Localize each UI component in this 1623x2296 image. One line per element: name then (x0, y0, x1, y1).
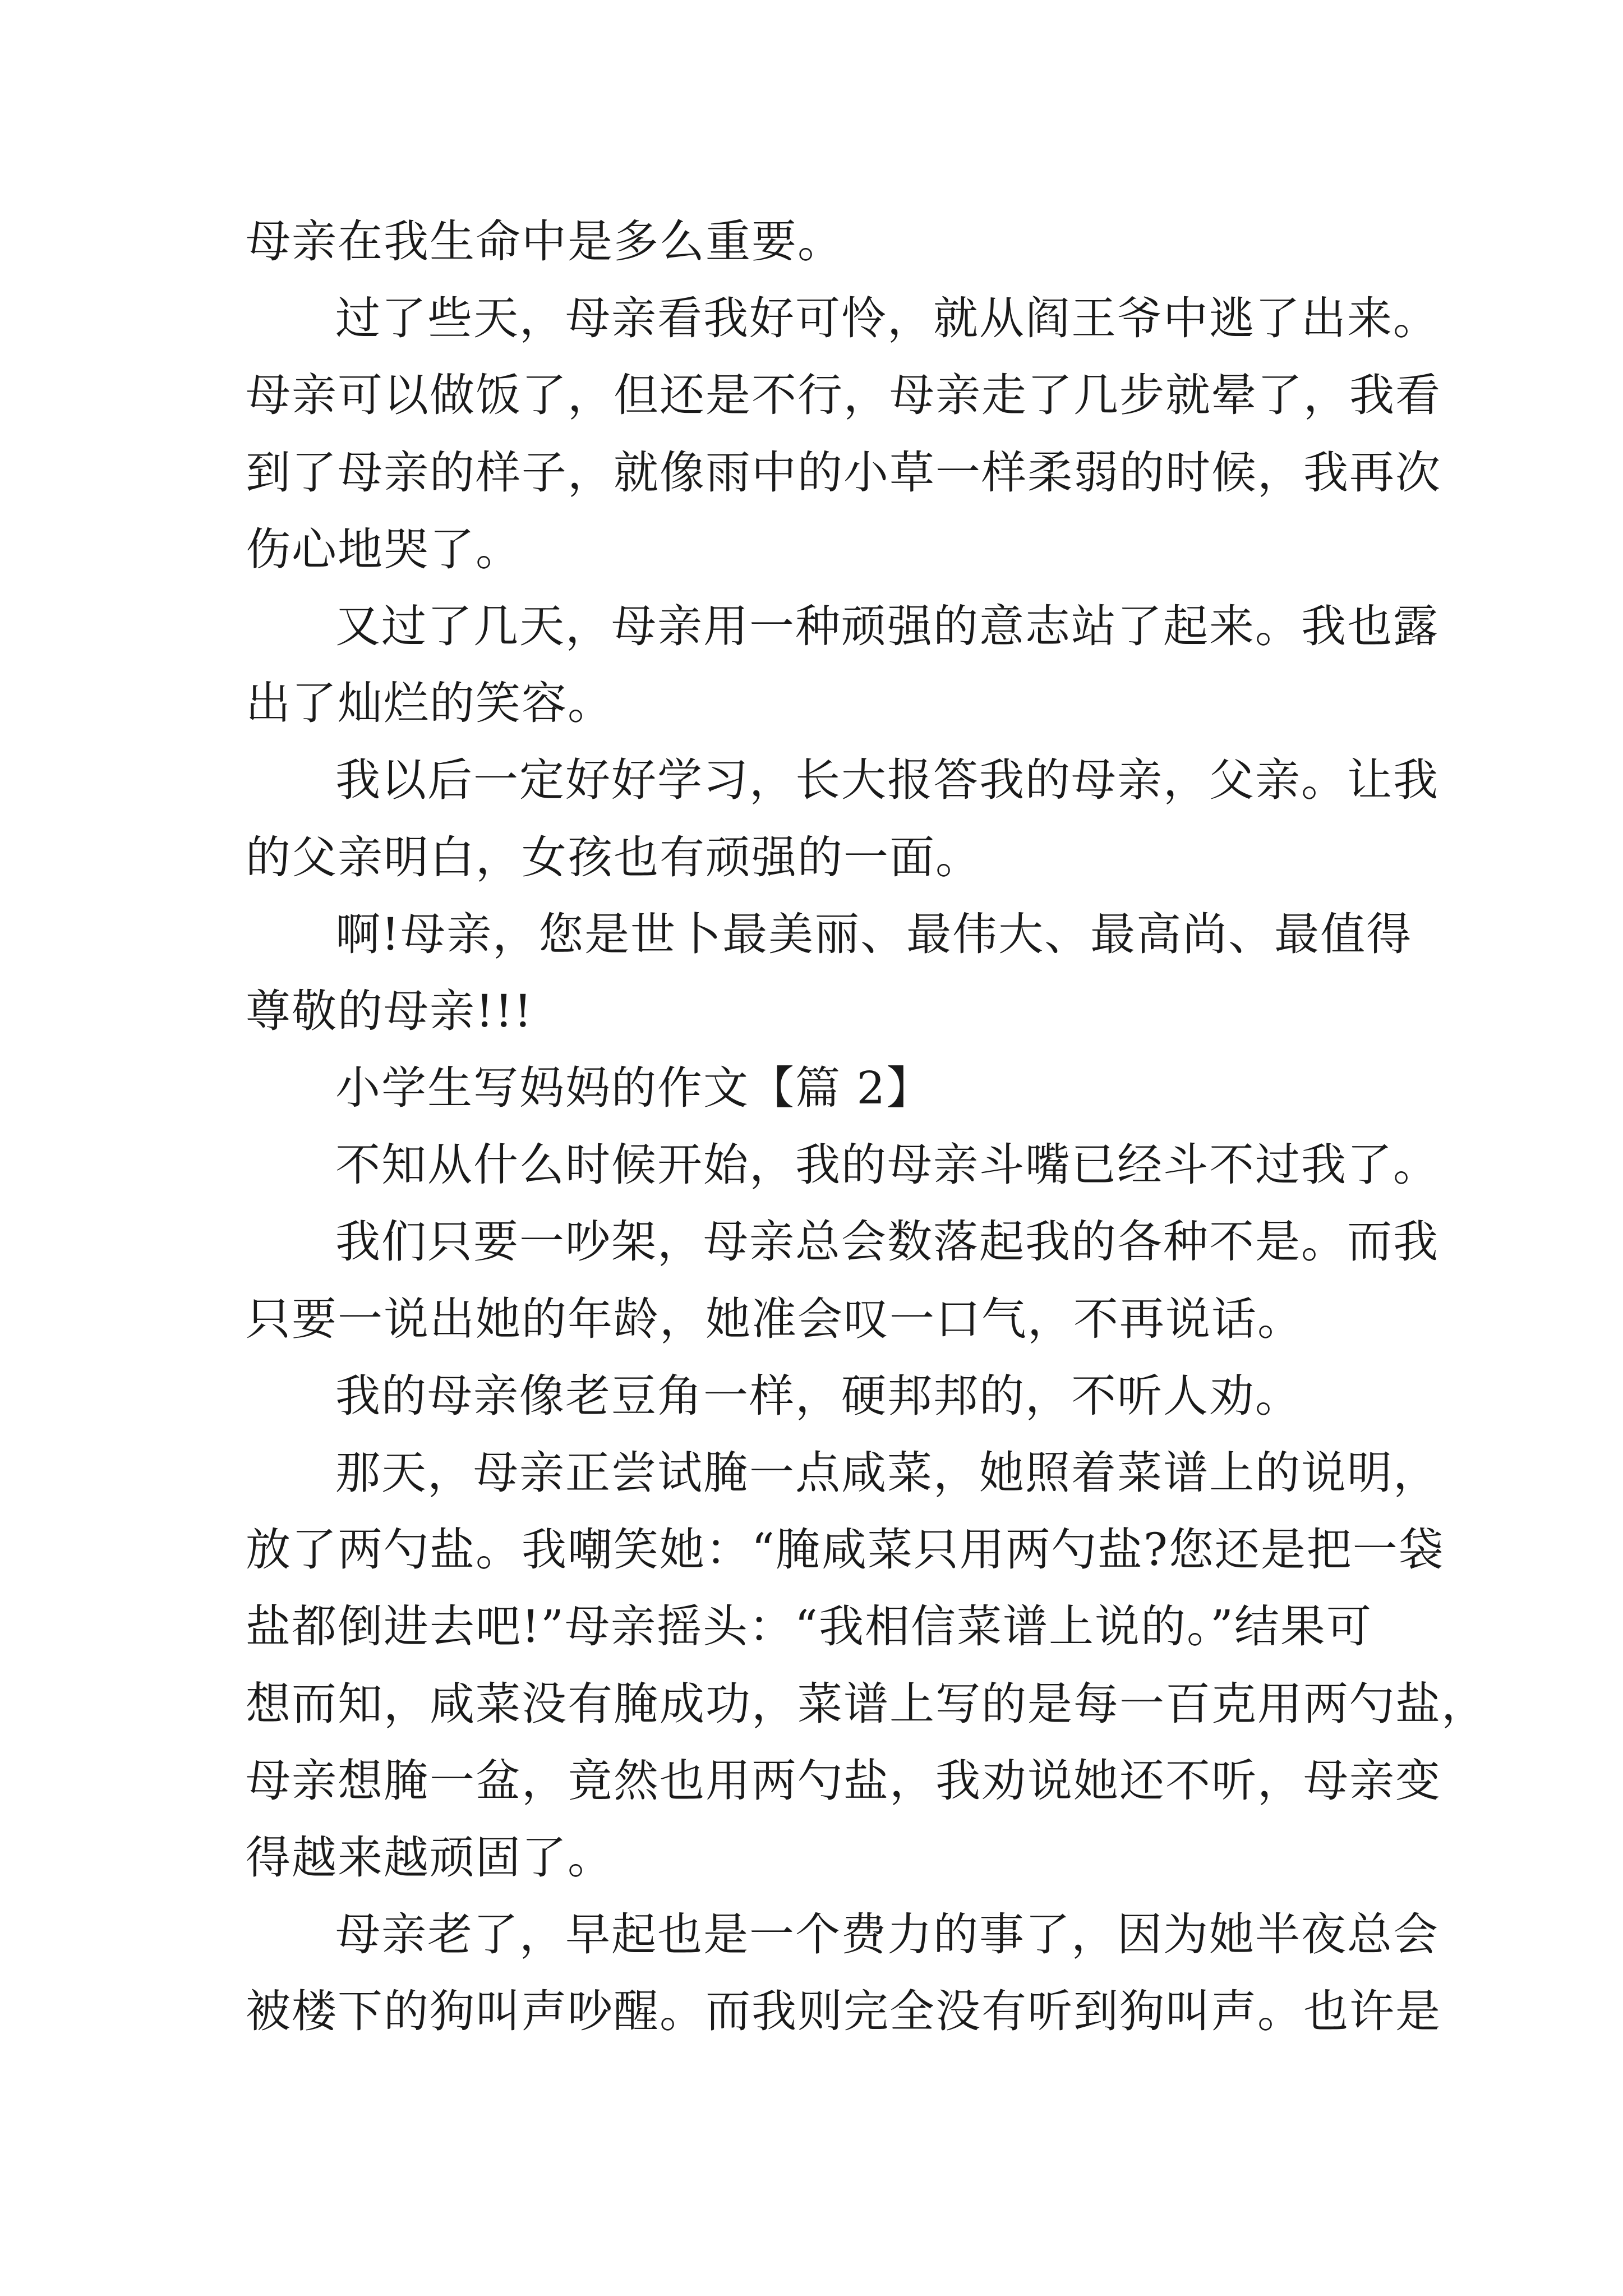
text-line: 放了两勺盐。我嘲笑她：“腌咸菜只用两勺盐?您还是把一袋 (246, 1524, 1445, 1576)
text-line: 想而知，咸菜没有腌成功，菜谱上写的是每一百克用两勺盐， (246, 1677, 1487, 1730)
text-line: 尊敬的母亲!!! (246, 984, 533, 1037)
text-line: 不知从什么时候开始，我的母亲斗嘴已经斗不过我了。 (335, 1139, 1439, 1191)
text-line: 被楼下的狗叫声吵醒。而我则完全没有听到狗叫声。也许是 (246, 1985, 1441, 2038)
section-heading: 小学生写妈妈的作文【篇 2】 (335, 1062, 933, 1115)
text-line: 只要一说出她的年龄，她准会叹一口气，不再说话。 (246, 1292, 1303, 1345)
text-line: 我以后一定好好学习，长大报答我的母亲，父亲。让我 (335, 754, 1439, 807)
text-line: 那天，母亲正尝试腌一点咸菜，她照着菜谱上的说明， (335, 1447, 1439, 1499)
text-line: 伤心地哭了。 (246, 523, 522, 576)
text-line: 出了灿烂的笑容。 (246, 677, 614, 730)
essay-text (246, 203, 1487, 2050)
text-line: 到了母亲的样子，就像雨中的小草一样柔弱的时候，我再次 (246, 446, 1441, 499)
text-line: 又过了几天，母亲用一种顽强的意志站了起来。我也露 (335, 600, 1439, 652)
text-line: 我们只要一吵架，母亲总会数落起我的各种不是。而我 (335, 1216, 1439, 1268)
text-line: 母亲想腌一盆，竟然也用两勺盐，我劝说她还不听，母亲变 (246, 1754, 1441, 1807)
text-line: 盐都倒进去吧!”母亲摇头：“我相信菜谱上说的。”结果可 (246, 1600, 1372, 1653)
text-line: 啊!母亲，您是世卜最美丽、最伟大、最高尚、最值得 (335, 908, 1413, 960)
text-line: 我的母亲像老豆角一样，硬邦邦的，不听人劝。 (335, 1369, 1301, 1422)
text-line: 过了些天，母亲看我好可怜，就从阎王爷中逃了出来。 (335, 292, 1439, 345)
text-line: 母亲在我生命中是多么重要。 (246, 215, 843, 268)
text-line: 母亲可以做饭了，但还是不行，母亲走了几步就晕了，我看 (246, 369, 1441, 422)
text-line: 的父亲明白，女孩也有顽强的一面。 (246, 831, 981, 884)
text-line: 母亲老了，早起也是一个费力的事了，因为她半夜总会 (335, 1908, 1439, 1961)
text-line: 得越来越顽固了。 (246, 1831, 614, 1884)
